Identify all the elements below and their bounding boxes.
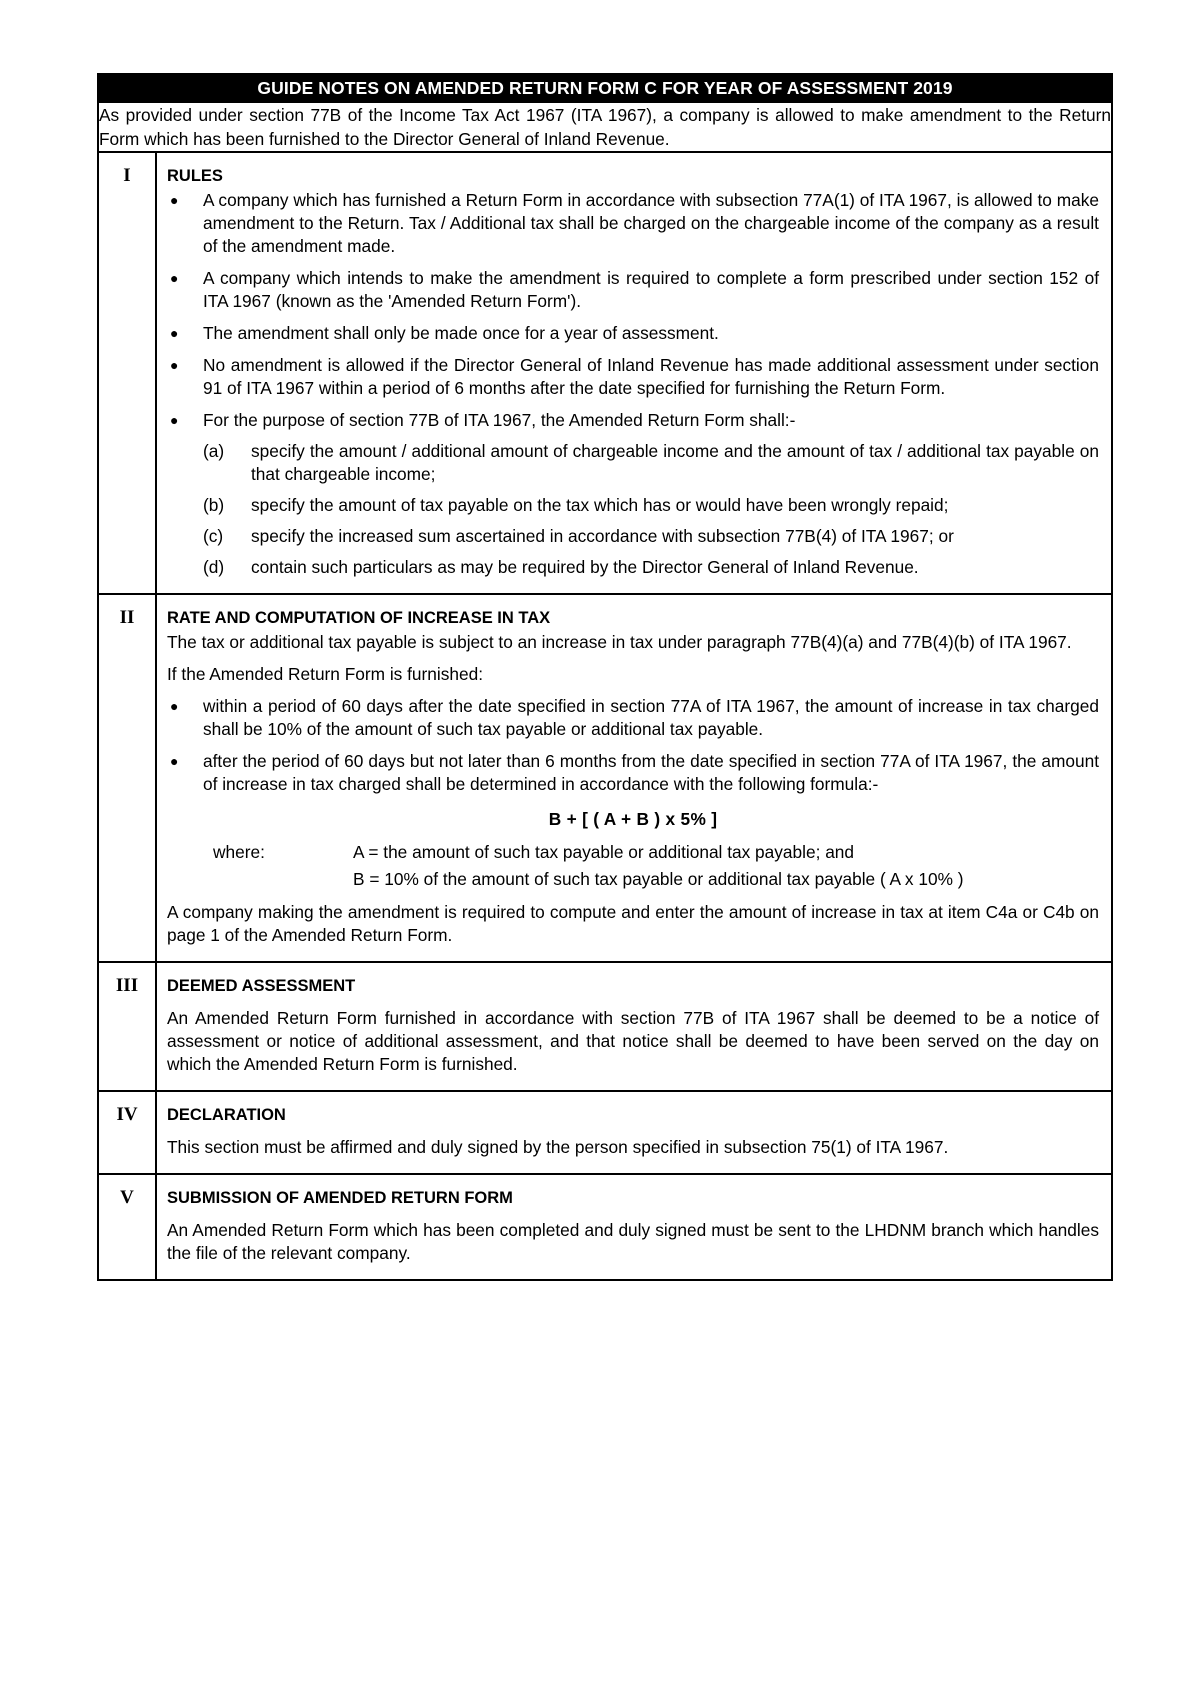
section-heading: SUBMISSION OF AMENDED RETURN FORM [167, 1189, 513, 1207]
sub-list-item: (d) contain such particulars as may be required by the Director General of Inland Revenue. [203, 557, 919, 577]
section-paragraph: An Amended Return Form which has been completed and duly signed must be sent to the LHDNM branch which handles the file of the relevant company. [167, 1220, 1099, 1263]
section-declaration [98, 1091, 1112, 1174]
rules-list [167, 189, 1099, 432]
bullet-icon: ● [170, 192, 179, 208]
section-deemed-assessment [98, 962, 1112, 1091]
bullet-icon: ● [170, 412, 179, 428]
section-heading: DECLARATION [167, 1106, 286, 1124]
section-heading: RULES [167, 167, 223, 185]
where-label: where: [213, 842, 265, 862]
list-item: ● within a period of 60 days after the date specified in section 77A of ITA 1967, the amount of increase in tax charged shall be 10% of the amount of such tax payable or additional tax payable. [170, 696, 1099, 739]
section-paragraph: If the Amended Return Form is furnished: [167, 664, 484, 684]
list-item: ● For the purpose of section 77B of ITA 1967, the Amended Return Form shall:- [170, 410, 796, 430]
section-number: V [98, 1174, 156, 1280]
bullet-icon: ● [170, 270, 179, 286]
amended-form-requirements [167, 440, 1099, 579]
where-b: B = 10% of the amount of such tax payable or additional tax payable ( A x 10% ) [353, 869, 964, 889]
increase-formula: B + [ ( A + B ) x 5% ] [548, 809, 718, 829]
section-paragraph: This section must be affirmed and duly signed by the person specified in subsection 75(1) of ITA 1967. [167, 1137, 949, 1157]
list-item: ● No amendment is allowed if the Director General of Inland Revenue has made additional assessment under section 91 of ITA 1967 within a period of 6 months after the date specified for furnishing the Return Form. [170, 355, 1099, 398]
bullet-icon: ● [170, 753, 179, 769]
list-item: ● after the period of 60 days but not later than 6 months from the date specified in section 77A of ITA 1967, the amount of increase in tax charged shall be determined in accordance with the following formula:- [170, 751, 1099, 794]
formula-legend [213, 841, 1099, 891]
list-item: ● A company which intends to make the amendment is required to complete a form prescribed under section 152 of ITA 1967 (known as the 'Amended Return Form'). [170, 268, 1099, 311]
guide-notes-page [97, 73, 1113, 1281]
section-number: I [98, 152, 156, 594]
section-number: III [98, 962, 156, 1091]
sub-list-item: (c) specify the increased sum ascertained in accordance with subsection 77B(4) of ITA 1967; or [203, 526, 954, 546]
section-rate-computation [98, 594, 1112, 962]
section-paragraph: The tax or additional tax payable is subject to an increase in tax under paragraph 77B(4)(a) and 77B(4)(b) of ITA 1967. [167, 632, 1072, 652]
list-item: ● A company which has furnished a Return Form in accordance with subsection 77A(1) of ITA 1967, is allowed to make amendment to the Return. Tax / Additional tax shall be charged on the chargeable income of the company as a result of the amendment made. [170, 190, 1099, 256]
section-number: IV [98, 1091, 156, 1174]
section-paragraph: A company making the amendment is required to compute and enter the amount of increase in tax at item C4a or C4b on page 1 of the Amended Return Form. [167, 902, 1099, 945]
section-paragraph: An Amended Return Form furnished in accordance with section 77B of ITA 1967 shall be deemed to be a notice of assessment or notice of additional assessment, and that notice shall be deemed to have been served on the day on which the Amended Return Form is furnished. [167, 1008, 1099, 1074]
bullet-icon: ● [170, 325, 179, 341]
section-heading: RATE AND COMPUTATION OF INCREASE IN TAX [167, 609, 551, 627]
intro-paragraph: As provided under section 77B of the Income Tax Act 1967 (ITA 1967), a company is allowed to make amendment to the Return Form which has been furnished to the Director General of Inland Revenue. [98, 102, 1112, 152]
where-a: A = the amount of such tax payable or additional tax payable; and [353, 842, 855, 862]
section-number: II [98, 594, 156, 962]
sub-list-item: (a) specify the amount / additional amount of chargeable income and the amount of tax / additional tax payable on that chargeable income; [203, 441, 1099, 484]
section-rules [98, 152, 1112, 594]
bullet-icon: ● [170, 357, 179, 373]
section-submission [98, 1174, 1112, 1280]
guide-notes-table [97, 73, 1113, 1281]
rate-list [167, 695, 1099, 796]
list-item: ● The amendment shall only be made once for a year of assessment. [170, 323, 719, 343]
document-title: GUIDE NOTES ON AMENDED RETURN FORM C FOR YEAR OF ASSESSMENT 2019 [98, 74, 1112, 102]
sub-list-item: (b) specify the amount of tax payable on the tax which has or would have been wrongly repaid; [203, 495, 949, 515]
bullet-icon: ● [170, 698, 179, 714]
section-heading: DEEMED ASSESSMENT [167, 977, 356, 995]
